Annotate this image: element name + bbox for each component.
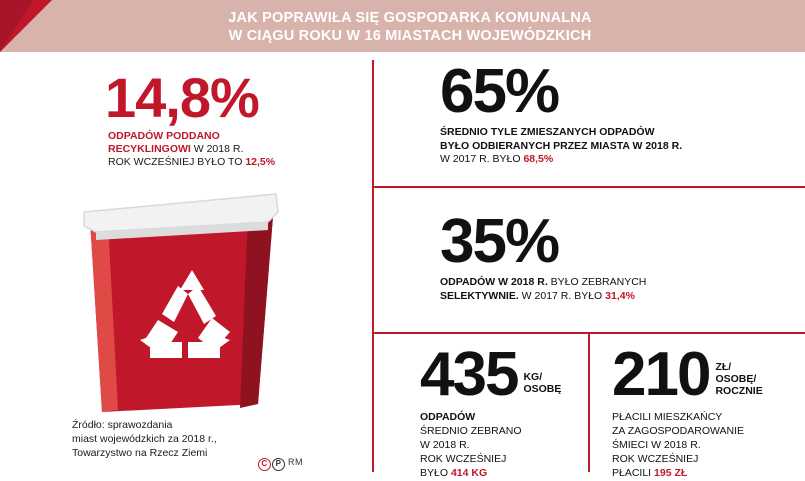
source-note	[72, 418, 302, 460]
waste-per-person-unit-line2: OSOBĘ	[523, 383, 562, 395]
waste-per-person-value: 435	[420, 340, 518, 409]
copyright-c-icon: C	[258, 458, 271, 471]
fee-per-person-line1: PŁACILI MIESZKAŃCY	[612, 411, 723, 423]
recycling-label-line3: ROK WCZEŚNIEJ BYŁO TO	[108, 156, 246, 168]
copyright-mark	[258, 457, 303, 471]
mixed-waste-line3: W 2017 R. BYŁO	[440, 153, 524, 165]
waste-per-person-prev-value: 414 KG	[450, 467, 488, 479]
selective-waste-line2-bold: SELEKTYWNIE.	[440, 289, 519, 302]
mixed-waste-prev-value: 68,5%	[523, 153, 554, 165]
waste-per-person-line3: W 2018 R.	[420, 439, 470, 451]
recycle-bin-svg	[62, 182, 302, 422]
waste-per-person-description	[420, 410, 585, 480]
fee-per-person-description	[612, 410, 792, 480]
recycling-value: 14,8%	[105, 66, 259, 129]
stat-block-waste-per-person	[420, 340, 585, 480]
page-title-line2: W CIĄGU ROKU W 16 MIASTACH WOJEWÓDZKICH	[228, 28, 592, 44]
fee-per-person-value: 210	[612, 340, 710, 409]
selective-waste-prev-value: 31,4%	[605, 289, 635, 302]
page-title	[150, 9, 670, 45]
waste-per-person-value-row	[420, 340, 585, 409]
left-panel	[0, 52, 372, 481]
divider-horizontal-1	[372, 186, 805, 188]
divider-vertical-main	[372, 60, 374, 472]
fee-per-person-line5: PŁACILI	[612, 467, 655, 479]
selective-waste-line2-reg: W 2017 R. BYŁO	[518, 289, 606, 302]
mixed-waste-value: 65%	[440, 57, 559, 126]
fee-per-person-line4: ROK WCZEŚNIEJ	[612, 453, 699, 465]
source-line1: Źródło: sprawozdania	[72, 419, 173, 431]
fee-per-person-line3: ŚMIECI W 2018 R.	[612, 439, 701, 451]
copyright-p-icon: P	[272, 458, 285, 471]
waste-per-person-line5: BYŁO	[420, 467, 451, 479]
credit-initials: RM	[288, 457, 304, 467]
recycling-label-line2: RECYKLINGOWI	[108, 143, 191, 155]
stat-block-selective-waste	[440, 207, 770, 303]
fee-per-person-value-row	[612, 340, 792, 409]
fee-per-person-line2: ZA ZAGOSPODAROWANIE	[612, 425, 745, 437]
waste-per-person-line4: ROK WCZEŚNIEJ	[420, 453, 507, 465]
fee-per-person-unit-line1: ZŁ/	[715, 361, 732, 373]
source-line3: Towarzystwo na Rzecz Ziemi	[72, 447, 208, 459]
recycling-description	[108, 130, 318, 169]
fee-per-person-unit	[715, 361, 762, 397]
fee-per-person-prev-value: 195 ZŁ	[654, 467, 688, 479]
recycling-label-line1: ODPADÓW PODDANO	[108, 130, 220, 142]
page-title-line1: JAK POPRAWIŁA SIĘ GOSPODARKA KOMUNALNA	[228, 10, 592, 26]
stat-block-fee-per-person	[612, 340, 792, 480]
stat-block-mixed-waste	[440, 57, 770, 167]
selective-waste-line1-reg: BYŁO ZEBRANYCH	[547, 276, 647, 288]
recycle-bin-icon	[62, 182, 302, 422]
selective-waste-description	[440, 276, 770, 303]
header-banner	[0, 0, 805, 52]
waste-per-person-unit-line1: KG/	[523, 371, 543, 383]
source-line2: miast wojewódzkich za 2018 r.,	[72, 433, 217, 445]
waste-per-person-line1: ODPADÓW	[420, 411, 476, 423]
mixed-waste-description	[440, 126, 770, 167]
fee-per-person-unit-line3: ROCZNIE	[715, 385, 763, 397]
recycling-label-line2-rest: W 2018 R.	[190, 143, 244, 155]
recycling-prev-value: 12,5%	[245, 156, 276, 168]
mixed-waste-line2: BYŁO ODBIERANYCH PRZEZ MIASTA W 2018 R.	[440, 139, 683, 152]
fee-per-person-unit-line2: OSOBĘ/	[715, 373, 757, 385]
waste-per-person-line2: ŚREDNIO ZEBRANO	[420, 425, 522, 437]
selective-waste-line1-bold: ODPADÓW W 2018 R.	[440, 276, 548, 288]
mixed-waste-line1: ŚREDNIO TYLE ZMIESZANYCH ODPADÓW	[440, 126, 655, 138]
selective-waste-value: 35%	[440, 207, 559, 276]
divider-vertical-bottom	[588, 332, 590, 472]
waste-per-person-unit	[523, 371, 561, 395]
